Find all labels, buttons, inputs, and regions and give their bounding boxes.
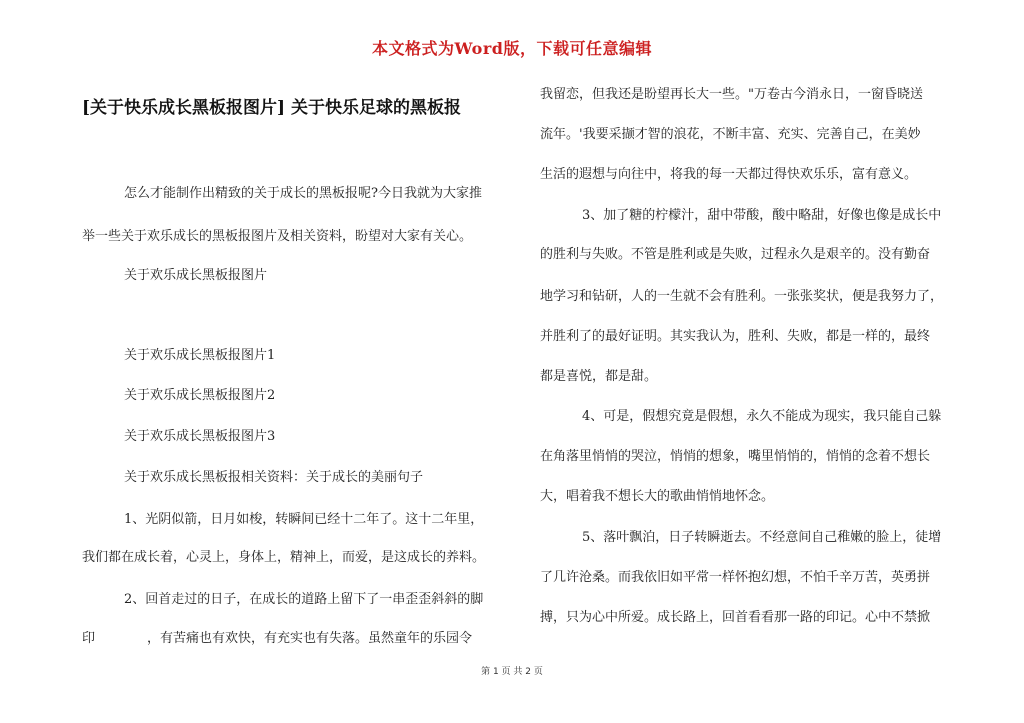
paragraph-line: 关于欢乐成长黑板报图片1: [124, 348, 276, 363]
paragraph-line: 我们都在成长着，心灵上，身体上，精神上，而爱，是这成长的养料。: [82, 550, 486, 565]
paragraph-line: 搏，只为心中所爱。成长路上，回首看看那一路的印记。心中不禁掀: [540, 610, 931, 625]
paragraph-line: 关于欢乐成长黑板报图片2: [124, 388, 276, 403]
paragraph-line: 1、光阴似箭，日月如梭，转瞬间已经十二年了。这十二年里，: [124, 512, 484, 527]
paragraph-line: 3、加了糖的柠檬汁，甜中带酸，酸中略甜，好像也像是成长中: [582, 208, 942, 223]
paragraph-line: 印 ，有苦痛也有欢快，有充实也有失落。虽然童年的乐园令: [82, 631, 473, 646]
paragraph-line: 流年。'我要采撷才智的浪花，不断丰富、充实、完善自己，在美妙: [540, 127, 921, 142]
paragraph-line: 的胜利与失败。不管是胜利或是失败，过程永久是艰辛的。没有勤奋: [540, 247, 931, 262]
paragraph-line: 地学习和钻研，人的一生就不会有胜利。一张张奖状，便是我努力了，: [540, 289, 944, 304]
paragraph-line: 怎么才能制作出精致的关于成长的黑板报呢?今日我就为大家推: [124, 186, 482, 201]
page-number: 第 1 页 共 2 页: [481, 667, 543, 677]
document-title: [关于快乐成长黑板报图片] 关于快乐足球的黑板报: [82, 98, 462, 118]
paragraph-line: 4、可是，假想究竟是假想，永久不能成为现实，我只能自己躲: [582, 409, 942, 424]
paragraph-line: 举一些关于欢乐成长的黑板报图片及相关资料，盼望对大家有关心。: [82, 229, 473, 244]
paragraph-line: 5、落叶飘泊，日子转瞬逝去。不经意间自己稚嫩的脸上，徒增: [582, 530, 942, 545]
paragraph-line: 生活的遐想与向往中，将我的每一天都过得快欢乐乐，富有意义。: [540, 167, 918, 182]
paragraph-line: 我留恋，但我还是盼望再长大一些。"万卷古今消永日，一窗昏晓送: [540, 87, 923, 102]
document-banner: 本文格式为Word版，下载可任意编辑: [372, 39, 652, 58]
paragraph-line: 都是喜悦，都是甜。: [540, 369, 658, 384]
paragraph-line: 在角落里悄悄的哭泣，悄悄的想象，嘴里悄悄的，悄悄的念着不想长: [540, 449, 931, 464]
paragraph-line: 并胜利了的最好证明。其实我认为，胜利、失败，都是一样的，最终: [540, 329, 931, 344]
paragraph-line: 2、回首走过的日子，在成长的道路上留下了一串歪歪斜斜的脚: [124, 592, 484, 607]
paragraph-line: 关于欢乐成长黑板报图片3: [124, 429, 276, 444]
paragraph-line: 了几许沧桑。而我依旧如平常一样怀抱幻想，不怕千辛万苦，英勇拼: [540, 570, 931, 585]
paragraph-line: 关于欢乐成长黑板报图片: [124, 268, 268, 283]
paragraph-line: 关于欢乐成长黑板报相关资料：关于成长的美丽句子: [124, 470, 424, 485]
paragraph-line: 大，唱着我不想长大的歌曲悄悄地怀念。: [540, 489, 775, 504]
